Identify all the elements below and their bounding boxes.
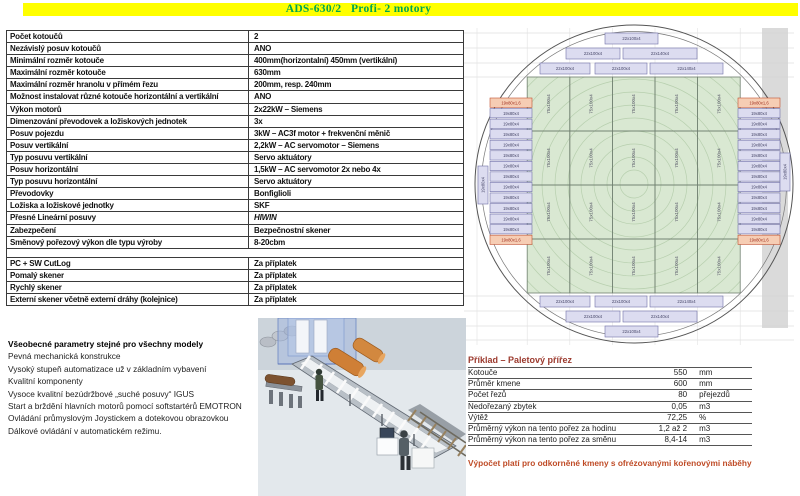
example-row [468,435,752,446]
cut-block-label: 75x100x4 [716,148,722,168]
cut-slat-label: 19x80x4 [503,184,519,190]
cut-slat-label: 19x80x4 [751,216,767,222]
spec-row [7,55,464,67]
general-line: Vysoký stupeň automatizace už v základním vybavení [8,363,207,374]
spec-label: Možnost instalovat různé kotouče horizontální a vertikální [7,91,249,103]
cut-slat-label: 19x80x4 [751,195,767,201]
cut-block-label: 75x100x4 [673,94,679,114]
spec-label: Typ posuvu horizontální [7,176,249,188]
cut-slat-label: 19x80x4 [751,226,767,232]
example-value: 8,4-14 [638,435,691,446]
general-line: Dálkové ovládání v automatickém režimu. [8,425,162,436]
spec-value: Za příplatek [249,269,464,281]
spec-label: Přesné Lineární posuvy [7,212,249,224]
cut-slat-label: 19x80x4 [503,205,519,211]
cut-slat-label: 19x80x1,6 [749,100,769,106]
cut-block-label: 75x100x4 [546,148,551,168]
spec-row [7,188,464,200]
example-table [468,367,752,446]
spec-value: Za příplatek [249,281,464,293]
spec-value: 3x [249,115,464,127]
cut-block-label: 75x100x4 [631,148,637,168]
cut-block-label: 75x100x4 [673,202,679,222]
spec-row [7,236,464,248]
cut-slat-label: 19x80x4 [751,163,767,169]
spec-label: Externí skener včetně externí dráhy (kolejnice) [7,293,249,305]
example-row [468,412,752,423]
example-value: 80 [638,390,691,401]
spec-value: 2,2kW – AC servomotor – Siemens [249,139,464,151]
general-heading: Všeobecné parametry stejné pro všechny modely [8,339,204,349]
cut-block-label: 75x100x4 [631,256,637,276]
cut-slat-label: 22x100x4 [555,299,575,305]
cut-block-label: 75x100x4 [546,256,551,276]
example-unit: m3 [691,435,752,446]
example-label: Nedořezaný zbytek [468,401,638,412]
spec-row [7,127,464,139]
cut-slat-label: 19x80x4 [503,226,519,232]
spec-row [7,79,464,91]
spec-row [7,67,464,79]
cut-slat-label: 19x80x4 [751,174,767,180]
cut-block-label: 75x100x4 [631,94,637,114]
spec-row [7,43,464,55]
cut-slat-label: 19x80x4 [751,153,767,158]
cut-slat-label: 19x80x4 [782,164,788,180]
cut-block-label: 75x100x4 [546,94,551,114]
cut-block-label: 75x100x4 [673,148,679,168]
cut-slat-label: 19x80x4 [503,195,519,201]
example-unit: mm [691,368,752,379]
cut-slat-label: 19x80x4 [751,121,767,127]
example-label: Průměrný výkon na tento pořez za směnu [468,435,638,446]
page-title: ADS-630/2 Profi- 2 motory [285,3,432,15]
spec-value: SKF [249,200,464,212]
cut-slat-label: 19x80x4 [480,177,486,193]
example-row [468,390,752,401]
example-row [468,379,752,390]
cut-slat-label: 19x80x1,6 [749,237,769,243]
spec-row [7,293,464,305]
spec-row [7,269,464,281]
example-row [468,368,752,379]
cut-slat-label: 22x100x4 [622,36,641,42]
spec-value: Za příplatek [249,257,464,269]
sawmill-line-illustration [258,318,466,496]
spec-label: Pomalý skener [7,269,249,281]
spec-spacer-row [7,248,464,257]
spec-value: Bonfiglioli [249,188,464,200]
spec-label: Ložiska a ložiskové jednotky [7,200,249,212]
spec-row [7,212,464,224]
spec-label: PC + SW CutLog [7,257,249,269]
spec-value: ANO [249,43,464,55]
cut-block-label: 75x100x4 [673,256,679,276]
spec-value: HIWIN [249,212,464,224]
example-unit: % [691,412,752,423]
cut-slat-label: 22x140x4 [650,314,670,320]
cut-slat-label: 22x140x4 [677,66,696,72]
example-table-body [468,368,752,446]
cut-slat-label: 19x80x4 [503,142,519,148]
example-unit: m3 [691,401,752,412]
spec-value: 1,5kW – AC servomotor 2x nebo 4x [249,164,464,176]
spec-label: Rychlý skener [7,281,249,293]
spec-value: ANO [249,91,464,103]
spec-label: Dimenzování převodovek a ložiskových jednotek [7,115,249,127]
cut-slat-label: 22x100x4 [611,299,631,305]
spec-row [7,115,464,127]
cut-slat-label: 19x80x1,6 [501,237,521,243]
spec-label: Výkon motorů [7,103,249,115]
spec-label: Posuv pojezdu [7,127,249,139]
cut-block-label: 75x100x4 [588,202,594,222]
general-line: Kvalitní komponenty [8,376,83,387]
spec-row [7,103,464,115]
spec-label: Posuv horizontální [7,164,249,176]
spec-value: 3kW – AC3f motor + frekvenční měnič [249,127,464,139]
spec-label: Maximální rozměr hranolu v přímém řezu [7,79,249,91]
general-line: Start a brždění hlavních motorů pomocí softstartérů EMOTRON [8,401,242,412]
spec-label: Minimální rozměr kotouče [7,55,249,67]
general-line: Pevná mechanická konstrukce [8,351,121,362]
spec-row [7,91,464,103]
example-label: Průměrný výkon na tento pořez za hodinu [468,424,638,435]
spec-value: Za příplatek [249,293,464,305]
example-label: Počet řezů [468,390,638,401]
spec-table [6,30,464,306]
cut-slat-label: 19x80x4 [503,121,519,127]
example-label: Průměr kmene [468,379,638,390]
example-title: Příklad – Paletový přířez [468,355,573,365]
cut-slat-label: 19x80x4 [503,153,519,158]
spec-spacer-cell [7,248,464,257]
cut-slat-label: 19x80x4 [503,163,519,169]
spec-row [7,176,464,188]
example-unit: m3 [691,424,752,435]
spec-row [7,151,464,163]
spec-value: 630mm [249,67,464,79]
example-value: 72,25 [638,412,691,423]
cut-slat-label: 22x100x4 [555,66,575,72]
example-row [468,424,752,435]
spec-table-body [7,31,464,306]
spec-row [7,257,464,269]
cut-slat-label: 22x100x4 [611,66,631,72]
spec-label: Posuv vertikální [7,139,249,151]
spec-label: Nezávislý posuv kotoučů [7,43,249,55]
spec-label: Počet kotoučů [7,31,249,43]
general-line: Vysoce kvalitní bezúdržbové „suché posuvy“ IGUS [8,388,194,399]
spec-value: 200mm, resp. 240mm [249,79,464,91]
spec-row [7,281,464,293]
cut-slat-label: 19x80x1,6 [501,100,521,106]
cut-block-label: 75x100x4 [546,202,551,222]
example-row [468,401,752,412]
cut-slat-label: 22x140x4 [650,51,670,57]
spec-value: 400mm(horizontalní) 450mm (vertikální) [249,55,464,67]
cut-block-label: 75x100x4 [631,202,637,222]
spec-row [7,139,464,151]
cut-slat-label: 19x80x4 [751,142,767,148]
cut-slat-label: 19x80x4 [751,131,767,137]
cut-slat-label: 22x140x4 [677,299,696,305]
title-bar [23,3,798,16]
cutting-pattern-diagram [460,20,800,352]
spec-label: Směnový pořezový výkon dle typu výroby [7,236,249,248]
cut-block-label: 75x100x4 [588,94,594,114]
spec-value: Bezpečnostní skener [249,224,464,236]
cut-block-label: 75x100x4 [588,148,594,168]
spec-value: 8-20cbm [249,236,464,248]
cut-block-label: 75x100x4 [716,94,722,114]
spec-label: Zabezpečení [7,224,249,236]
spec-row [7,164,464,176]
cut-slat-label: 22x100x4 [622,329,641,335]
example-value: 1,2 až 2 [638,424,691,435]
cut-slat-label: 19x80x4 [751,205,767,211]
spec-row [7,200,464,212]
spec-label: Typ posuvu vertikální [7,151,249,163]
cut-slat-label: 19x80x4 [751,184,767,190]
spec-value: Servo aktuátory [249,176,464,188]
cut-slat-label: 19x80x4 [503,131,519,137]
spec-row [7,224,464,236]
example-value: 550 [638,368,691,379]
general-lines [8,350,258,437]
cut-block-label: 75x100x4 [716,256,722,276]
example-label: Kotouče [468,368,638,379]
general-line: Ovládání průmyslovým Joystickem a dotekovou obrazovkou [8,413,229,424]
cut-block-label: 75x100x4 [716,202,722,222]
cut-slat-label: 22x100x4 [583,51,603,57]
spec-value: 2 [249,31,464,43]
spec-value: 2x22kW – Siemens [249,103,464,115]
cut-slat-label: 19x80x4 [503,216,519,222]
example-unit: přejezdů [691,390,752,401]
cut-slat-label: 19x80x4 [751,110,767,116]
example-value: 600 [638,379,691,390]
cut-slat-label: 22x100x4 [583,314,603,320]
example-section [468,355,752,446]
cut-slat-label: 19x80x4 [503,110,519,116]
cut-slat-label: 19x80x4 [503,174,519,180]
example-value: 0,05 [638,401,691,412]
example-unit: mm [691,379,752,390]
spec-row [7,31,464,43]
cut-block-label: 75x100x4 [588,256,594,276]
spec-label: Převodovky [7,188,249,200]
general-parameters [8,338,258,437]
example-label: Výtěž [468,412,638,423]
calculation-note: Výpočet platí pro odkorněné kmeny s ofrézovanými kořenovými náběhy [468,458,752,468]
spec-label: Maximální rozměr kotouče [7,67,249,79]
spec-value: Servo aktuátory [249,151,464,163]
